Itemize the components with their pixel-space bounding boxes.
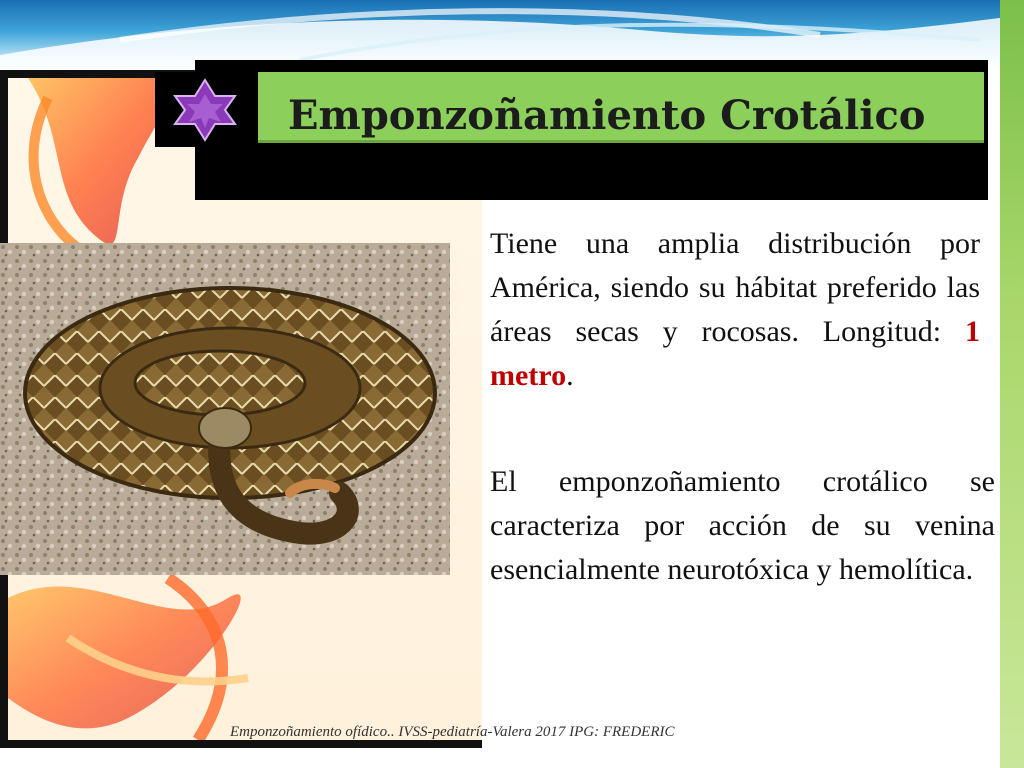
habitat-text-end: .: [566, 359, 574, 392]
slide-title: Emponzoñamiento Crotálico: [288, 92, 926, 139]
star-icon: [165, 78, 245, 142]
habitat-text: Tiene una amplia distribución por América, siendo su hábitat preferido las áreas secas y rocosas. Longitud:: [490, 227, 980, 348]
right-accent-bar: [1000, 0, 1024, 768]
slide-footer: Emponzoñamiento ofídico.. IVSS-pediatría-Valera 2017 IPG: FREDERIC: [230, 724, 675, 740]
description-paragraph-venom: El emponzoñamiento crotálico se caracteriza por acción de su venina esencialmente neurotóxica y hemolítica.: [490, 465, 995, 586]
description-paragraph-habitat: [490, 222, 980, 398]
star-badge: [155, 72, 255, 147]
length-value: 1 metro: [490, 315, 980, 392]
rattlesnake-photo: [0, 243, 450, 575]
